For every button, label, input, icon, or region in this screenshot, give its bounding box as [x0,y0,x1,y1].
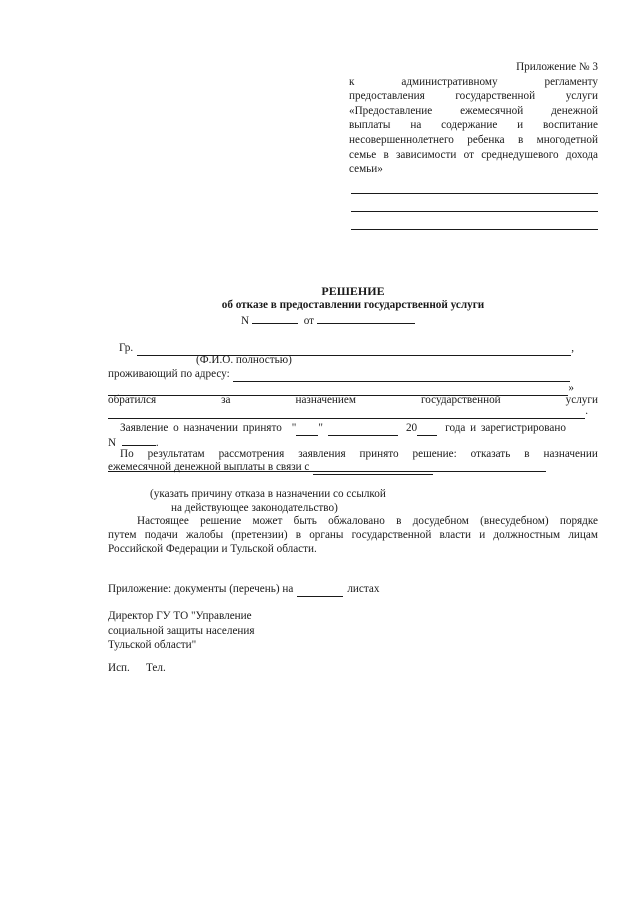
annex-word: административному [401,75,498,88]
application-line [120,421,598,436]
appeal-word: Настоящее [137,515,189,527]
attachment-suffix: листах [347,583,380,595]
appeal-word: досудебном [412,515,469,527]
review-word: результатам [147,448,205,460]
number-date-line [241,312,415,329]
reason-hint-1: (указать причину отказа в назначении со ссылкой [150,488,386,500]
from-label: от [303,315,315,327]
appeal-word: и [479,529,486,541]
director-line-3: Тульской области" [108,639,197,652]
annex-line [349,104,598,119]
appeal-word: путем [108,529,137,541]
application-prefix: Заявление о назначении принято [120,422,282,434]
applied-underline [108,404,588,419]
review-text-2: ежемесячной денежной выплаты в связи с [108,461,310,473]
annex-line [349,148,598,163]
registration-number-prefix: N [108,437,117,449]
appeal-line-2 [108,528,598,543]
quote-close: " [318,422,323,434]
sheets-count-field[interactable] [297,585,343,597]
fio-hint: (Ф.И.О. полностью) [196,354,292,366]
annex-word: в [517,133,524,146]
attachment-prefix: Приложение: документы (перечень) на [108,583,294,595]
reason-line [108,471,546,472]
review-word: рассмотрения [218,448,285,460]
annex-word: в [383,148,389,161]
registration-period: . [155,437,159,449]
review-word: назначении [543,448,598,460]
annex-word: услуги [565,90,598,103]
registration-number-field[interactable] [122,434,156,446]
citizen-line [119,341,574,356]
address-field[interactable] [233,370,570,382]
annex-word: ежемесячной [460,104,524,117]
appeal-word: (внесудебном) [480,515,549,527]
annex-line [349,75,598,90]
applied-field[interactable] [108,407,585,419]
appeal-word: государственной [351,529,432,541]
review-word: решение: [412,448,457,460]
applied-word: за [221,394,231,406]
annex-word: к [349,75,355,88]
applied-word: назначением [295,394,356,406]
executor-label: Исп. [108,662,130,674]
month-field[interactable] [328,424,398,436]
addressee-line-1 [351,193,598,194]
phone-label: Тел. [146,662,166,674]
address-label: проживающий по адресу: [108,368,230,380]
citizen-comma: , [571,342,574,354]
review-word: принято [359,448,399,460]
annex-word: дохода [565,148,598,161]
appeal-word: органы [309,529,344,541]
number-label: N [241,315,250,327]
director-block [108,609,255,653]
annex-word: ребенка [467,133,505,146]
citizen-label: Гр. [119,342,134,354]
appeal-line-1 [137,514,598,529]
date-field[interactable] [317,312,415,324]
director-line-1: Директор ГУ ТО "Управление [108,610,252,622]
attachment-line [108,582,379,597]
quote-open: " [291,422,297,434]
number-field[interactable] [252,312,298,324]
annex-word: выплаты [349,119,391,132]
review-word: заявления [298,448,346,460]
year-field[interactable] [417,424,437,436]
document-title: РЕШЕНИЕ [321,284,385,298]
appeal-word: решение [200,515,242,527]
appeal-word: власти [439,529,472,541]
annex-word: «Предоставление [349,104,433,117]
appeal-word: лицам [568,529,598,541]
annex-word: зависимости [395,148,457,161]
quote-end: » [568,382,574,394]
year-prefix: 20 [405,422,418,434]
annex-last-line: семьи» [349,163,383,176]
review-line-2 [108,460,433,475]
director-line-2: социальной защиты населения [108,624,255,637]
appeal-word: порядке [559,515,598,527]
applied-word: услуги [565,394,598,406]
annex-word: среднедушевого [481,148,559,161]
appeal-word: обжаловано [328,515,385,527]
appeal-word: (претензии) [231,529,288,541]
applied-word: обратился [108,394,157,406]
applied-word: государственной [420,394,501,406]
applied-period: . [585,405,588,417]
addressee-line-3 [351,229,598,230]
review-word: отказать [470,448,511,460]
appeal-word: должностным [493,529,561,541]
annex-word: семье [349,148,377,161]
annex-word: денежной [551,104,598,117]
annex-word: на [410,119,422,132]
annex-word: от [463,148,474,161]
document-subtitle: об отказе в предоставлении государственной услуги [221,299,485,311]
reason-hint-2: на действующее законодательство) [171,502,338,514]
annex-text [349,75,598,163]
annex-word: содержание [441,119,498,132]
appeal-word: подачи [144,529,178,541]
annex-word: регламенту [544,75,598,88]
review-word: в [524,448,530,460]
appeal-word: в [295,529,302,541]
annex-word: многодетной [536,133,598,146]
appeal-word: в [396,515,402,527]
review-word: По [120,448,134,460]
annex-line [349,118,598,133]
annex-word: и [517,119,524,132]
appeal-word: быть [293,515,317,527]
appeal-word: жалобы [185,529,224,541]
annex-line [349,89,598,104]
address-line [108,367,570,382]
annex-line [349,133,598,148]
registered-text: года и зарегистрировано [445,422,566,434]
reason-field[interactable] [313,463,433,475]
day-field[interactable] [296,424,318,436]
addressee-line-2 [351,211,598,212]
annex-word: предоставления [349,90,425,103]
appeal-line-3: Российской Федерации и Тульской области. [108,543,317,555]
appeal-word: может [252,515,283,527]
annex-word: несовершеннолетнего [349,133,454,146]
annex-title: Приложение № 3 [516,61,598,73]
annex-block [349,60,598,177]
annex-word: воспитание [543,119,598,132]
annex-word: государственной [455,90,536,103]
